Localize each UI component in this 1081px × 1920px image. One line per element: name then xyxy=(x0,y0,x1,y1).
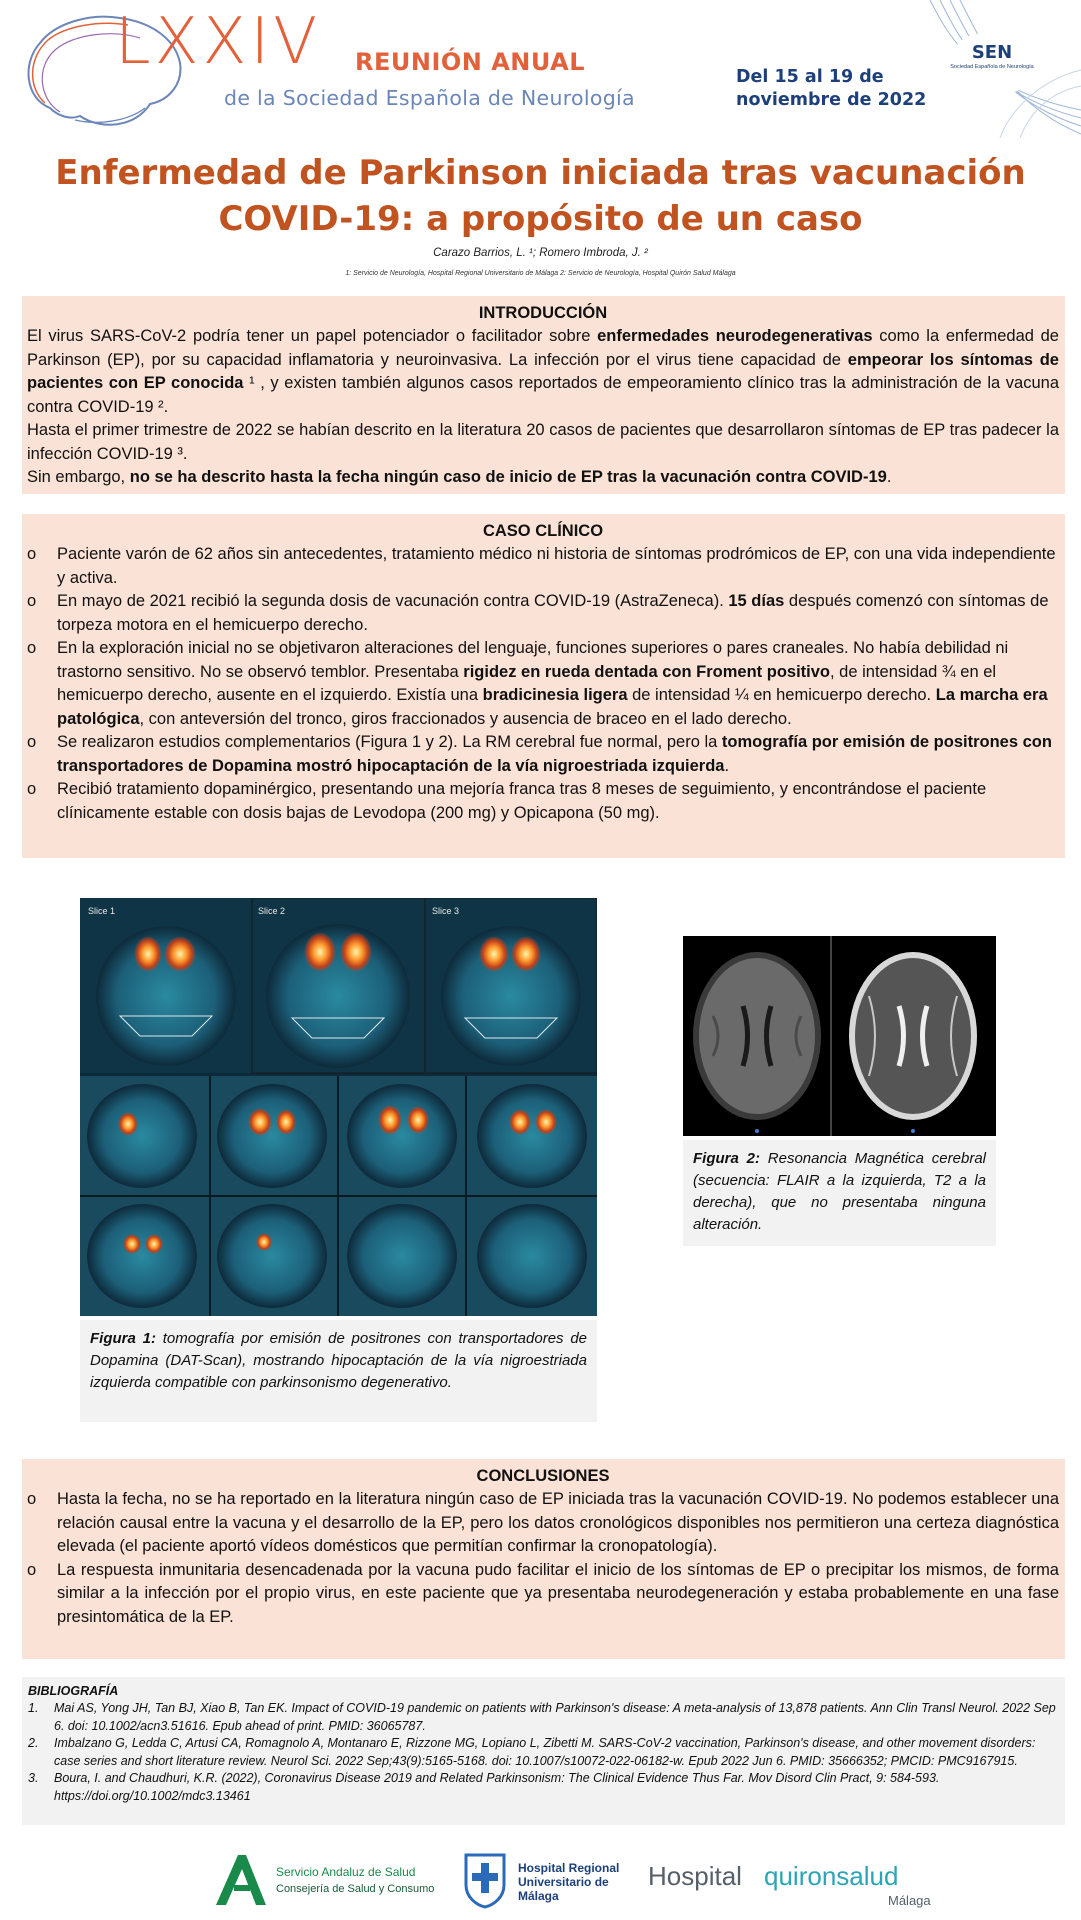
list-item: o En mayo de 2021 recibió la segunda dosis de vacunación contra COVID-19 (AstraZeneca). 15 días después comenzó con síntomas de torpeza motora en el hemicuerpo derecho. xyxy=(27,590,1059,637)
intro-paragraph-3: Sin embargo, no se ha descrito hasta la fecha ningún caso de inicio de EP tras la vacunación contra COVID-19. xyxy=(27,468,892,486)
edition-numeral: LXXIV xyxy=(115,5,321,79)
event-name: REUNIÓN ANUAL xyxy=(355,48,585,76)
section-heading: INTRODUCCIÓN xyxy=(478,304,608,322)
mri-image xyxy=(683,936,996,1136)
conclusions-list xyxy=(27,1488,1059,1629)
figure-1-caption: Figura 1: tomografía por emisión de positrones con transportadores de Dopamina (DAT-Scan), mostrando hipocaptación de la vía nigroestriada izquierda compatible con parkinsonismo degenerativo. xyxy=(80,1320,597,1422)
society-name: de la Sociedad Española de Neurología xyxy=(224,86,635,110)
hrum-shield-icon xyxy=(462,1851,508,1909)
sen-logo: SEN Sociedad Española de Neurología xyxy=(950,34,1034,94)
affiliations: 1: Servicio de Neurología, Hospital Regional Universitario de Málaga 2: Servicio de Neurología, Hospital Quirón Salud Málaga xyxy=(345,270,736,277)
list-item: o En la exploración inicial no se objetivaron alteraciones del lenguaje, funciones superiores o pares craneales. No había debilidad ni trastorno sensitivo. No se observó temblor. Presentaba rigidez en rueda dentada con Froment positivo, de intensidad ¾ en el hemicuerpo derecho, ausente en el izquierdo. Existía una bradicinesia ligera de intensidad ¼ en hemicuerpo derecho. La marcha era patológica, con anteversión del tronco, giros fraccionados y ausencia de braceo en el lado derecho. xyxy=(27,637,1059,731)
list-item: o Hasta la fecha, no se ha reportado en la literatura ningún caso de EP iniciada tras la vacunación COVID-19. No podemos establecer una relación causal entre la vacuna y el desarrollo de la EP, pero los datos cronológicos disponibles nos permitieron una certeza diagnóstica elevada (el paciente aportó vídeos domésticos que permitían confirmar la cronopatología). xyxy=(27,1488,1059,1559)
reference-list xyxy=(28,1700,1059,1805)
figure-2-caption: Figura 2: Resonancia Magnética cerebral (secuencia: FLAIR a la izquierda, T2 a la derecha), que no presentaba ninguna alteración. xyxy=(683,1140,996,1246)
list-item: o La respuesta inmunitaria desencadenada por la vacuna pudo facilitar el inicio de los síntomas de EP o precipitar los mismos, de forma similar a la infección por el propio virus, en este paciente que ya presentaba neurodegeneración y estaba probablemente en una fase presintomática de la EP. xyxy=(27,1559,1059,1630)
introduction-section xyxy=(22,296,1065,494)
reference-item: 3. Boura, I. and Chaudhuri, K.R. (2022), Coronavirus Disease 2019 and Related Parkinsonism: The Clinical Evidence Thus Far. Mov Disord Clin Pract, 9: 584-593. https://doi.org/10.1002/mdc3.13461 xyxy=(28,1771,940,1803)
dat-scan-lower-grid xyxy=(80,1076,597,1316)
poster-title: Enfermedad de Parkinson iniciada tras vacunación COVID-19: a propósito de un caso xyxy=(55,153,1026,239)
sas-emblem-icon xyxy=(212,1851,270,1909)
dat-scan-image xyxy=(80,898,597,1316)
slice-2-label: Slice 2 xyxy=(258,906,286,916)
list-item: o Paciente varón de 62 años sin antecedentes, tratamiento médico ni historia de síntomas prodrómicos de EP, con una vida independiente y activa. xyxy=(27,543,1059,590)
list-item: o Se realizaron estudios complementarios (Figura 1 y 2). La RM cerebral fue normal, pero la tomografía por emisión de positrones con transportadores de Dopamina mostró hipocaptación de la vía nigroestriada izquierda. xyxy=(27,731,1059,778)
institution-logos xyxy=(0,1845,1081,1915)
dat-scan-illustration xyxy=(80,898,597,1316)
section-heading: BIBLIOGRAFÍA xyxy=(28,1684,119,1698)
bibliography-section xyxy=(22,1677,1065,1825)
authors: Carazo Barrios, L. ¹; Romero Imbroda, J. ² xyxy=(433,247,648,259)
case-list xyxy=(27,543,1059,825)
conference-header xyxy=(0,0,1081,138)
conclusions-section xyxy=(22,1459,1065,1659)
reference-item: 1. Mai AS, Yong JH, Tan BJ, Xiao B, Tan EK. Impact of COVID-19 pandemic on patients with Parkinson's disease: A meta-analysis of 13,878 patients. Ann Clin Transl Neurol. 2022 Sep 6. doi: 10.1002/acn3.51616. Epub ahead of print. PMID: 36065787. xyxy=(28,1701,1056,1733)
quironsalud-logo: Hospital quironsalud Málaga xyxy=(648,1861,931,1908)
reference-item: 2. Imbalzano G, Ledda C, Artusi CA, Romagnolo A, Montanaro E, Rizzone MG, Lopiano L, Zibetti M. SARS-CoV-2 vaccination, Parkinson's disease, and other movement disorders: case series and short literature review. Neurol Sci. 2022 Sep;43(9):5165-5168. doi: 10.1007/s10072-022-06182-w. Epub 2022 Jun 6. PMID: 35666352; PMCID: PMC9167915. xyxy=(28,1736,1036,1768)
slice-1-label: Slice 1 xyxy=(88,906,116,916)
figure-1-label: Figura 1: xyxy=(90,1330,156,1347)
case-section xyxy=(22,514,1065,858)
figure-2-label: Figura 2: xyxy=(693,1150,760,1167)
hrum-logo: Hospital Regional Universitario de Málaga xyxy=(462,1851,642,1909)
mri-illustration xyxy=(683,936,996,1136)
section-heading: CASO CLÍNICO xyxy=(482,522,604,540)
conference-dates: Del 15 al 19 de noviembre de 2022 xyxy=(736,67,927,110)
intro-paragraph-1: El virus SARS-CoV-2 podría tener un papel potenciador o facilitador sobre enfermedades neurodegenerativas como la enfermedad de Parkinson (EP), por su capacidad inflamatoria y neuroinvasiva. La infección por el virus tiene capacidad de empeorar los síntomas de pacientes con EP conocida ¹ , y existen también algunos casos reportados de empeoramiento clínico tras la administración de la vacuna contra COVID-19 ². xyxy=(27,327,1060,416)
intro-paragraph-2: Hasta el primer trimestre de 2022 se habían descrito en la literatura 20 casos de pacientes que desarrollaron síntomas de EP tras padecer la infección COVID-19 ³. xyxy=(27,421,1059,463)
sas-logo: Servicio Andaluz de Salud Consejería de Salud y Consumo xyxy=(212,1851,452,1909)
list-item: o Recibió tratamiento dopaminérgico, presentando una mejoría franca tras 8 meses de seguimiento, y encontrándose el paciente clínicamente estable con dosis bajas de Levodopa (200 mg) y Opicapona (50 mg). xyxy=(27,778,1059,825)
section-heading: CONCLUSIONES xyxy=(476,1467,610,1485)
slice-3-label: Slice 3 xyxy=(432,906,460,916)
